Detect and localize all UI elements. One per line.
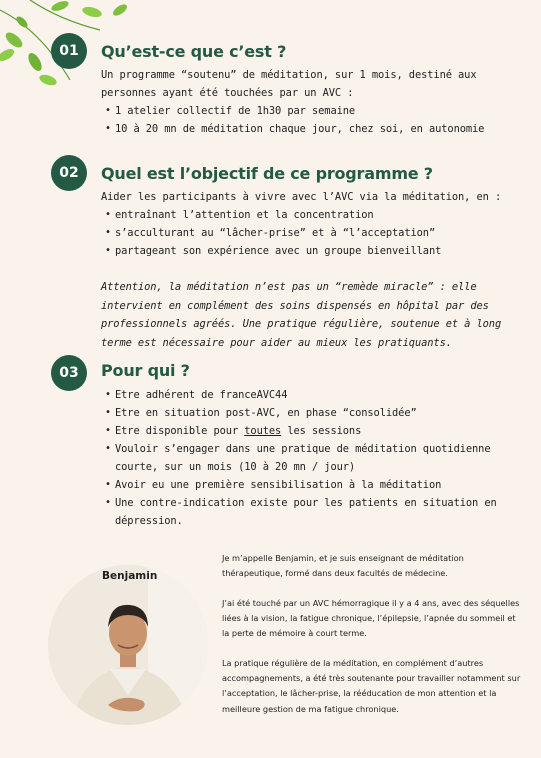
list-item-text: les sessions [281,425,362,437]
list-item: • Avoir eu une première sensibilisation à la méditation [101,476,511,494]
list-item [101,422,511,440]
list-item: • Etre adhérent de franceAVC44 [101,386,511,404]
section-title-01: Qu’est-ce que c’est ? [101,42,287,61]
list-item: • Vouloir s’engager dans une pratique de méditation quotidienne courte, sur un mois (10 à 20 mn / jour) [101,440,511,476]
section-number-02: 02 [51,155,87,191]
list-item: • Etre en situation post-AVC, en phase “consolidée” [101,404,511,422]
underlined-word: toutes [244,425,282,437]
section-number-03: 03 [51,355,87,391]
portrait-illustration [48,565,208,725]
section-body-02 [101,188,511,352]
profile-name: Benjamin [102,570,158,582]
list-item: • s’acculturant au “lâcher-prise” et à “l’acceptation” [101,224,511,242]
section-body-03 [101,386,511,530]
profile-photo [48,565,208,725]
list-item: • 10 à 20 mn de méditation chaque jour, chez soi, en autonomie [101,120,511,138]
section-intro-02: Aider les participants à vivre avec l’AVC via la méditation, en : [101,191,502,203]
section-title-02: Quel est l’objectif de ce programme ? [101,164,433,183]
bio-paragraph-2: J’ai été touché par un AVC hémorragique il y a 4 ans, avec des séquelles liées à la vision, la fatigue chronique, l’épilepsie, l’apnée du sommeil et la perte de mémoire à court terme. [222,598,520,639]
section-intro-01: Un programme “soutenu” de méditation, sur 1 mois, destiné aux personnes ayant été touchées par un AVC : [101,69,477,99]
bio-paragraph-1: Je m’appelle Benjamin, et je suis enseignant de méditation thérapeutique, formé dans deux facultés de médecine. [222,553,464,579]
disclaimer-note: Attention, la méditation n’est pas un “remède miracle” : elle intervient en complément des soins dispensés en hôpital par des professionnels agréés. Une pratique régulière, soutenue et à long terme est nécessaire pour aider au mieux les pratiquants. [101,281,502,349]
list-item: • partageant son expérience avec un groupe bienveillant [101,242,511,260]
section-title-03: Pour qui ? [101,361,190,380]
bullet-list-01 [101,102,511,138]
list-item: • Une contre-indication existe pour les patients en situation en dépression. [101,494,511,530]
bullet-list-03 [101,386,511,530]
bullet-list-02 [101,206,511,260]
list-item-text: Etre disponible pour [115,425,245,437]
section-number-01: 01 [51,33,87,69]
section-body-01 [101,66,511,138]
bio-paragraph-3: La pratique régulière de la méditation, en complément d’autres accompagnements, a été très soutenante pour travailler notamment sur l’acceptation, le lâcher-prise, la rééducation de mon attention et la meilleure gestion de ma fatigue chronique. [222,658,521,714]
list-item: • 1 atelier collectif de 1h30 par semaine [101,102,511,120]
list-item: • entraînant l’attention et la concentration [101,206,511,224]
